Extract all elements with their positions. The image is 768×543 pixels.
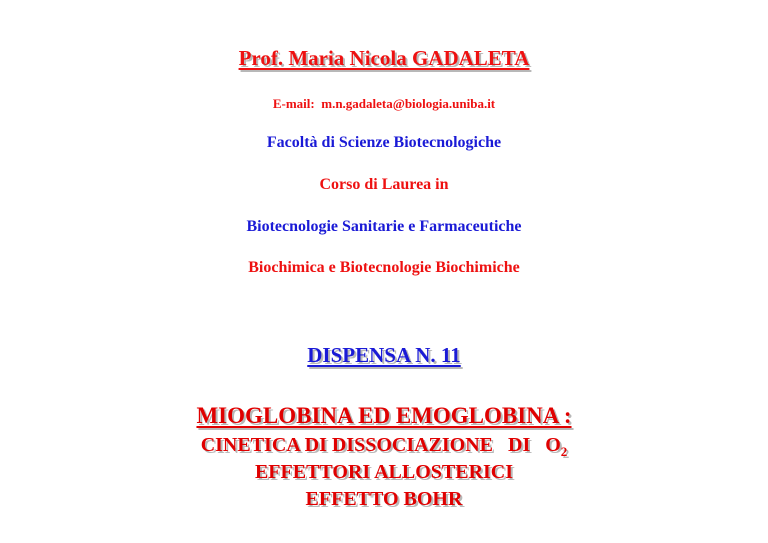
degree-name-2: Biochimica e Biotecnologie Biochimiche: [248, 259, 520, 276]
topic-line-2: EFFETTORI ALLOSTERICI: [254, 461, 514, 483]
topic-title: MIOGLOBINA ED EMOGLOBINA :: [196, 403, 572, 428]
topic-line-1-text: CINETICA DI DISSOCIAZIONE DI O: [200, 434, 561, 456]
topic-line-1: [0, 435, 768, 458]
topic-line-3: EFFETTO BOHR: [305, 488, 463, 510]
course-label: Corso di Laurea in: [319, 176, 449, 193]
faculty-name: Facoltà di Scienze Biotecnologiche: [266, 134, 502, 151]
email-label: E-mail:: [272, 96, 315, 111]
author-name: Prof. Maria Nicola GADALETA: [238, 46, 530, 70]
degree-name-1: Biotecnologie Sanitarie e Farmaceutiche: [246, 218, 522, 235]
handout-title: DISPENSA N. 11: [307, 343, 461, 367]
email-line: [0, 97, 768, 110]
oxygen-subscript: 2: [560, 444, 568, 459]
email-address[interactable]: m.n.gadaleta@biologia.uniba.it: [321, 96, 496, 111]
